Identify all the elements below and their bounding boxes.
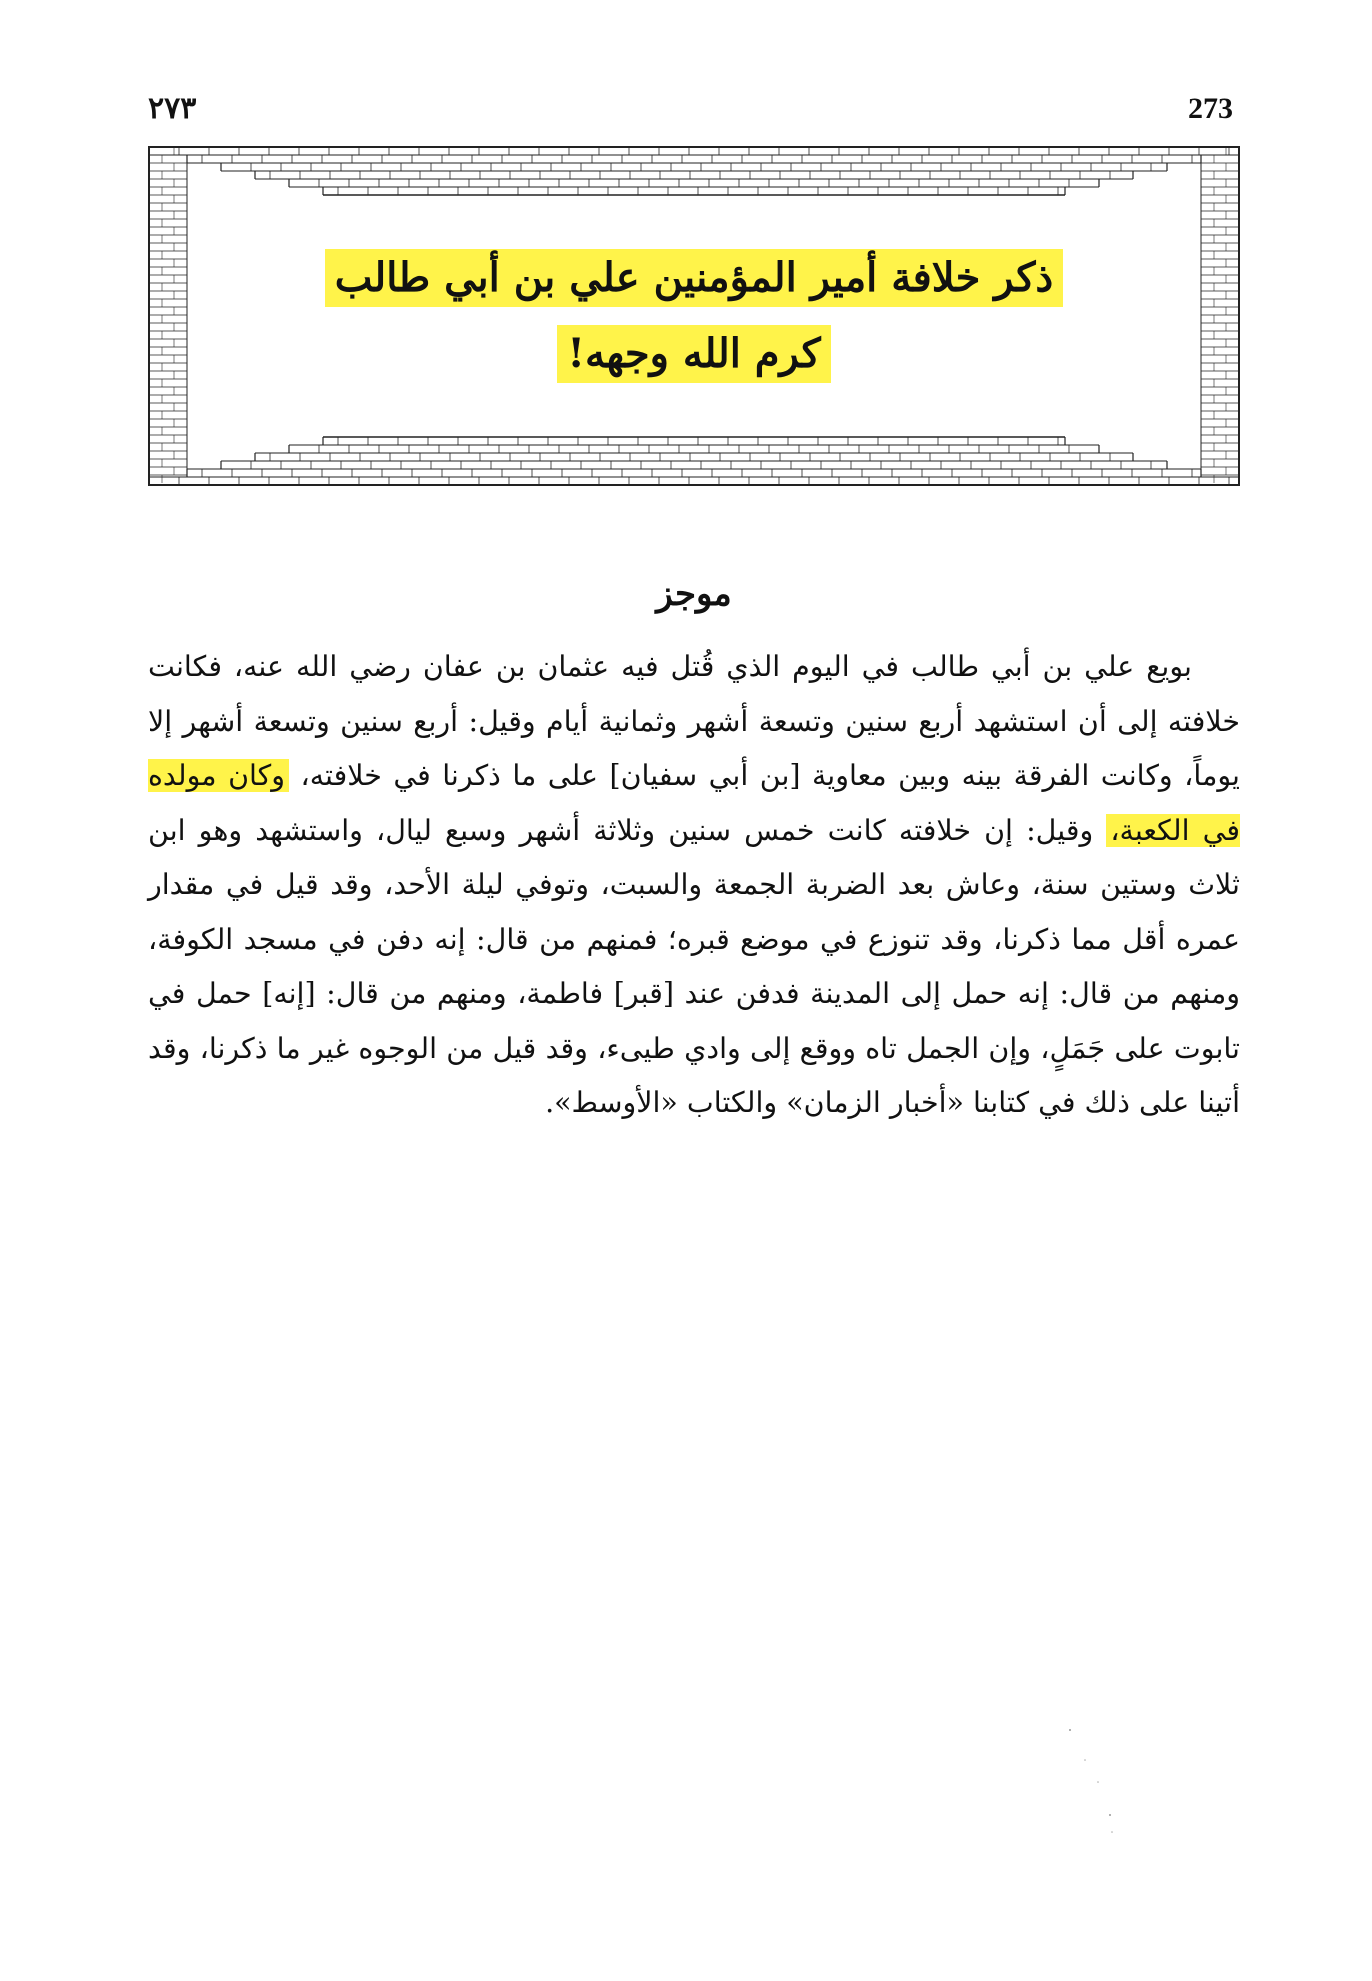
chapter-title (148, 146, 1240, 486)
body-paragraph (148, 640, 1240, 1131)
scan-specks (1050, 1720, 1170, 1840)
chapter-title-line-1: ذكر خلافة أمير المؤمنين علي بن أبي طالب (325, 249, 1063, 307)
section-heading: موجز (656, 574, 732, 614)
highlighted-phrase: وكان مولده في الكعبة، (148, 759, 1240, 847)
chapter-title-line-2: كرم الله وجهه! (557, 325, 830, 383)
body-text-part-1: بويع علي بن أبي طالب في اليوم الذي قُتل فيه عثمان بن عفان رضي الله عنه، فكانت خلافته إلى أن استشهد أربع سنين وتسعة أشهر وثمانية أيام وقيل: أربع سنين وتسعة أشهر إلا يوماً، وكانت الفرقة بينه وبين معاوية [بن أبي سفيان] على ما ذكرنا في خلافته، (148, 650, 1240, 792)
page-number-arabic: ٢٧٣ (148, 92, 197, 125)
body-text-part-2: وقيل: إن خلافته كانت خمس سنين وثلاثة أشهر وسبع ليال، واستشهد وهو ابن ثلاث وستين سنة، وعاش بعد الضربة الجمعة والسبت، وتوفي ليلة الأحد، وقد قيل في مقدار عمره أقل مما ذكرنا، وقد تنوزع في موضع قبره؛ فمنهم من قال: إنه دفن في مسجد الكوفة، ومنهم من قال: إنه حمل إلى المدينة فدفن عند [قبر] فاطمة، ومنهم من قال: [إنه] حمل في تابوت على جَمَلٍ، وإن الجمل تاه ووقع إلى وادي طيىء، وقد قيل من الوجوه غير ما ذكرنا، وقد أتينا على ذلك في كتابنا «أخبار الزمان» والكتاب «الأوسط». (148, 813, 1240, 1119)
page-number-latin: 273 (1188, 92, 1233, 125)
